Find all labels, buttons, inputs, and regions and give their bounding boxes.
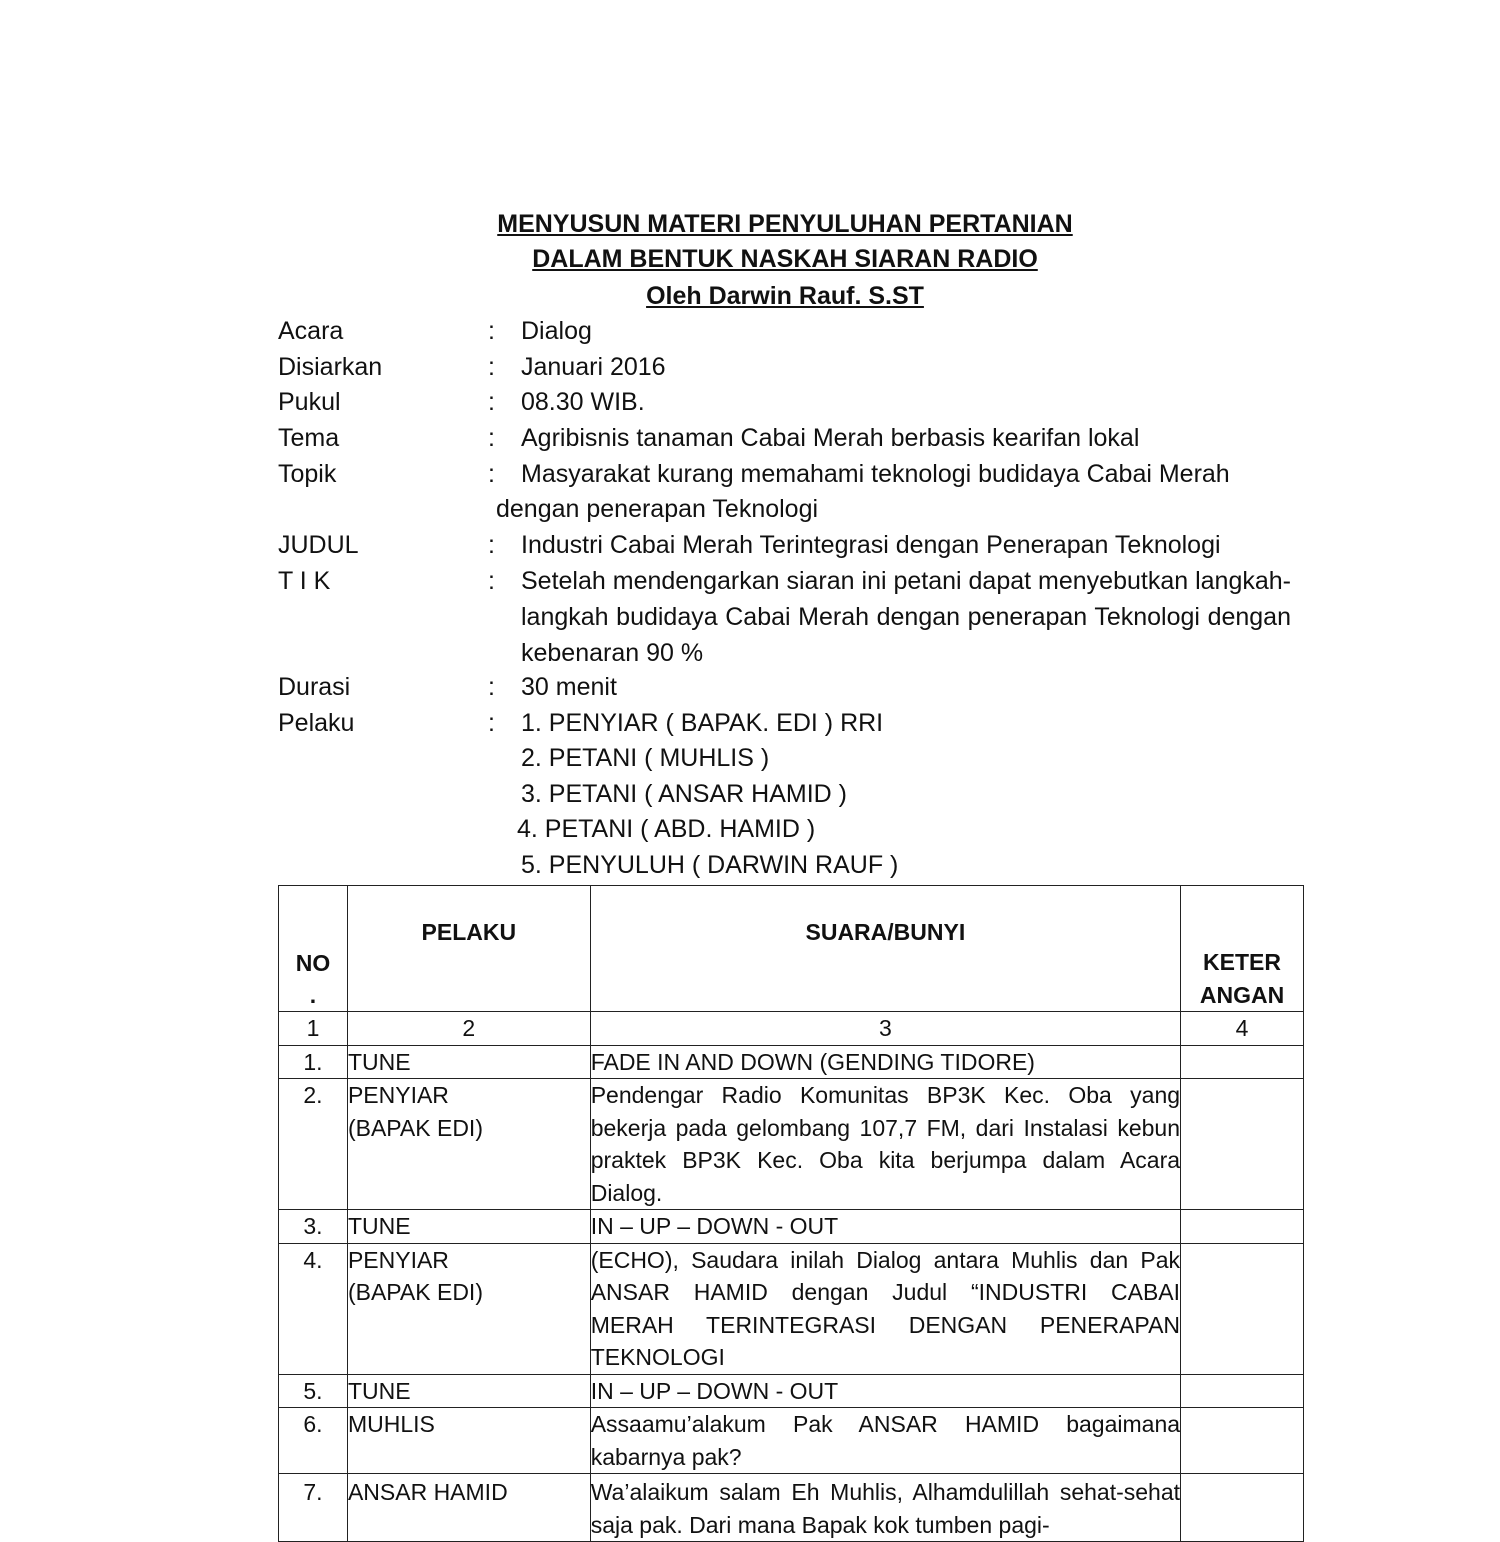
row-pelaku: [347, 1374, 590, 1408]
row-pelaku: [347, 1408, 590, 1474]
row-number: 2.: [279, 1079, 348, 1210]
meta-value: Agribisnis tanaman Cabai Merah berbasis kearifan lokal: [521, 424, 1140, 452]
script-table: [278, 885, 1304, 1542]
header-pelaku: PELAKU: [347, 886, 590, 1012]
meta-colon: :: [488, 709, 495, 737]
row-suara: FADE IN AND DOWN (GENDING TIDORE): [590, 1045, 1180, 1079]
meta-value: Masyarakat kurang memahami teknologi budidaya Cabai Merah: [521, 460, 1230, 488]
pelaku-detail: (BAPAK EDI): [347, 1279, 483, 1305]
meta-value: 08.30 WIB.: [521, 388, 645, 416]
meta-label: JUDUL: [278, 531, 359, 559]
row-suara: IN – UP – DOWN - OUT: [590, 1210, 1180, 1244]
row-number: 3.: [279, 1210, 348, 1244]
pelaku-list-item: 3. PETANI ( ANSAR HAMID ): [521, 780, 847, 808]
table-row: [279, 1474, 1304, 1542]
row-number: 4.: [279, 1243, 348, 1374]
table-row: [279, 1408, 1304, 1474]
row-suara: (ECHO), Saudara inilah Dialog antara Muhlis dan Pak ANSAR HAMID dengan Judul “INDUSTRI CABAI MERAH TERINTEGRASI DENGAN PENERAPAN TEKNOLOGI: [590, 1243, 1180, 1374]
row-suara: Pendengar Radio Komunitas BP3K Kec. Oba yang bekerja pada gelombang 107,7 FM, dari Instalasi kebun praktek BP3K Kec. Oba kita berjumpa dalam Acara Dialog.: [590, 1079, 1180, 1210]
row-keterangan: [1181, 1079, 1304, 1210]
pelaku-name: TUNE: [347, 1377, 411, 1404]
row-suara: Wa’alaikum salam Eh Muhlis, Alhamdulillah sehat-sehat saja pak. Dari mana Bapak kok tumben pagi-: [590, 1474, 1180, 1542]
meta-value: 30 menit: [521, 673, 617, 701]
row-suara: IN – UP – DOWN - OUT: [590, 1374, 1180, 1408]
meta-value: Industri Cabai Merah Terintegrasi dengan Penerapan Teknologi: [521, 531, 1221, 559]
column-number: 1: [279, 1012, 348, 1046]
meta-label: Disiarkan: [278, 353, 383, 381]
pelaku-detail: (BAPAK EDI): [347, 1114, 483, 1141]
pelaku-list-item: 4. PETANI ( ABD. HAMID ): [517, 815, 816, 843]
header-ket-line1: KETER: [1203, 949, 1281, 975]
meta-label: Tema: [278, 424, 340, 452]
meta-label: Pukul: [278, 388, 341, 416]
row-number: 5.: [279, 1374, 348, 1408]
table-row: [279, 1374, 1304, 1408]
meta-row-pelaku: [278, 705, 1308, 885]
meta-colon: :: [488, 567, 495, 595]
column-number: 3: [590, 1012, 1180, 1046]
table-row: [279, 1045, 1304, 1079]
row-pelaku: [347, 1045, 590, 1079]
meta-label: T I K: [278, 567, 331, 595]
row-suara: Assaamu’alakum Pak ANSAR HAMID bagaimana kabarnya pak?: [590, 1408, 1180, 1474]
row-pelaku: [347, 1474, 590, 1542]
pelaku-name: ANSAR HAMID: [347, 1479, 508, 1505]
header-suara-bunyi: SUARA/BUNYI: [590, 886, 1180, 1012]
meta-colon: :: [488, 460, 495, 488]
meta-value-continued: dengan penerapan Teknologi: [496, 495, 819, 523]
meta-colon: :: [488, 531, 495, 559]
meta-colon: :: [488, 388, 495, 416]
meta-colon: :: [488, 424, 495, 452]
pelaku-list-item: 5. PENYULUH ( DARWIN RAUF ): [521, 851, 899, 879]
column-number: 2: [347, 1012, 590, 1046]
header-keterangan: [1181, 886, 1304, 1012]
table-header-row: [279, 886, 1304, 1012]
meta-label: Pelaku: [278, 709, 355, 737]
row-keterangan: [1181, 1045, 1304, 1079]
column-number-row: [279, 1012, 1304, 1046]
meta-colon: :: [488, 353, 495, 381]
document-title-line-2: DALAM BENTUK NASKAH SIARAN RADIO: [532, 245, 1038, 273]
document-author: Oleh Darwin Rauf. S.ST: [646, 282, 924, 310]
table-row: [279, 1079, 1304, 1210]
header-no: [279, 886, 348, 1012]
row-number: 6.: [279, 1408, 348, 1474]
pelaku-name: MUHLIS: [347, 1411, 435, 1437]
pelaku-name: TUNE: [347, 1213, 411, 1239]
pelaku-list-item: 1. PENYIAR ( BAPAK. EDI ) RRI: [521, 709, 884, 737]
row-keterangan: [1181, 1210, 1304, 1244]
row-keterangan: [1181, 1243, 1304, 1374]
pelaku-name: TUNE: [347, 1048, 411, 1075]
meta-colon: :: [488, 317, 495, 345]
meta-colon: :: [488, 673, 495, 701]
meta-value: Januari 2016: [521, 353, 666, 381]
document-title-line-1: MENYUSUN MATERI PENYULUHAN PERTANIAN: [497, 210, 1073, 238]
table-row: [279, 1210, 1304, 1244]
header-no-line2: .: [309, 981, 317, 1008]
row-keterangan: [1181, 1474, 1304, 1542]
column-number: 4: [1181, 1012, 1304, 1046]
header-ket-line2: ANGAN: [1199, 981, 1285, 1008]
row-pelaku: [347, 1210, 590, 1244]
pelaku-name: PENYIAR: [347, 1246, 449, 1273]
row-keterangan: [1181, 1374, 1304, 1408]
meta-label: Durasi: [278, 673, 351, 701]
row-number: 7.: [279, 1474, 348, 1542]
meta-label: Topik: [278, 460, 337, 488]
meta-value: Dialog: [521, 317, 592, 345]
row-pelaku: [347, 1243, 590, 1374]
row-keterangan: [1181, 1408, 1304, 1474]
pelaku-name: PENYIAR: [347, 1082, 449, 1108]
row-number: 1.: [279, 1045, 348, 1079]
pelaku-list-item: 2. PETANI ( MUHLIS ): [521, 744, 770, 772]
row-pelaku: [347, 1079, 590, 1210]
meta-label: Acara: [278, 317, 344, 345]
table-row: [279, 1243, 1304, 1374]
meta-value: Setelah mendengarkan siaran ini petani dapat menyebutkan langkah-langkah budidaya Cabai Merah dengan penerapan Teknologi dengan kebenaran 90 %: [521, 567, 1291, 667]
header-no-line1: NO: [295, 950, 331, 977]
